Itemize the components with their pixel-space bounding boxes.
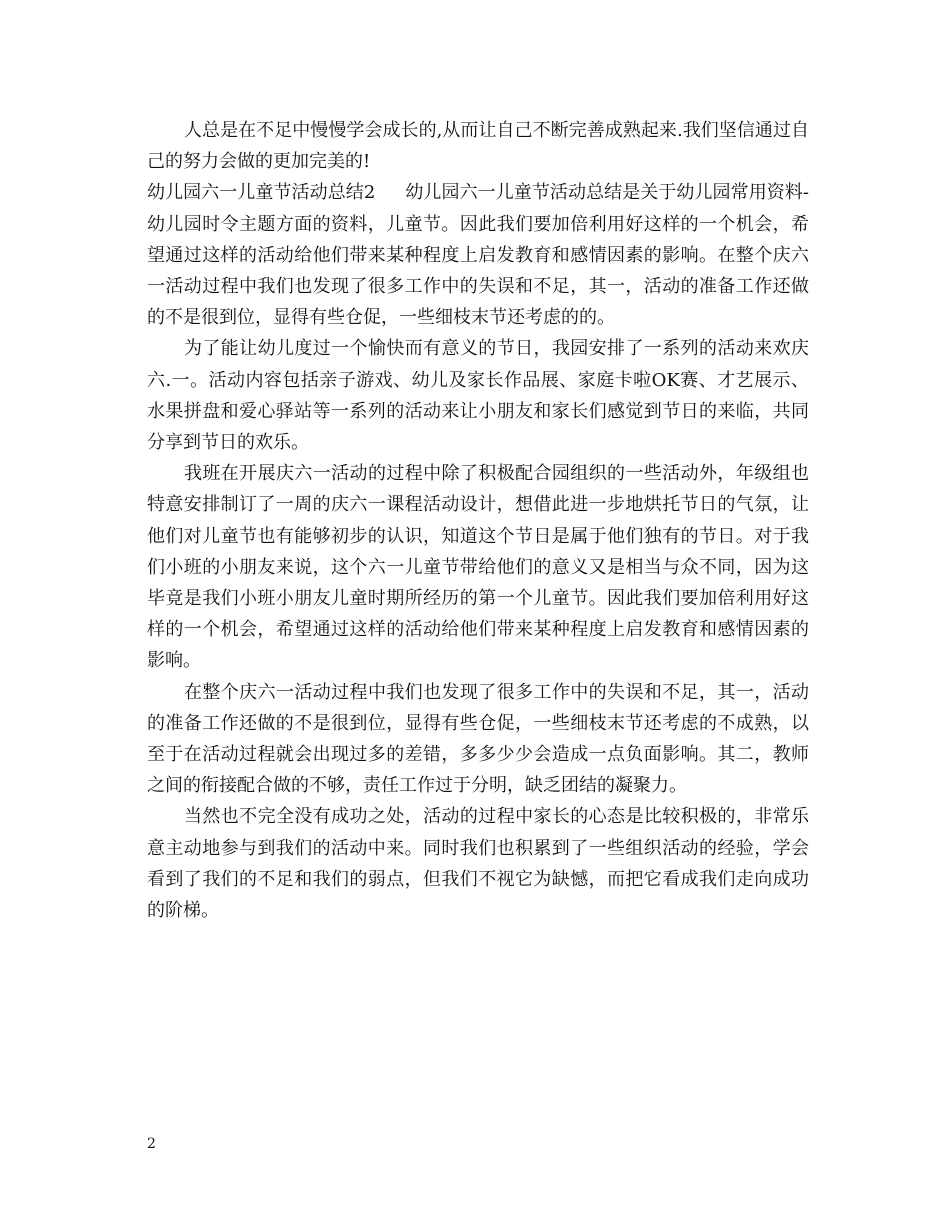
section-block: [147, 177, 809, 333]
paragraph-successes: 当然也不完全没有成功之处，活动的过程中家长的心态是比较积极的，非常乐意主动地参与到我们的活动中来。同时我们也积累到了一些组织活动的经验，学会看到了我们的不足和我们的弱点，但我们不视它为缺憾，而把它看成我们走向成功的阶梯。: [147, 806, 809, 922]
document-body: [147, 115, 809, 926]
page-number: 2: [147, 1136, 156, 1152]
paragraph-activities: 为了能让幼儿度过一个愉快而有意义的节日，我园安排了一系列的活动来欢庆六.一。活动内容包括亲子游戏、幼儿及家长作品展、家庭卡啦OK赛、才艺展示、水果拼盘和爱心驿站等一系列的活动来让小朋友和家长们感觉到节日的来临，共同分享到节日的欢乐。: [147, 338, 809, 454]
paragraph-intro: 人总是在不足中慢慢学会成长的,从而让自己不断完善成熟起来.我们坚信通过自己的努力会做的更加完美的!: [147, 120, 809, 173]
section-summary: 幼儿园六一儿童节活动总结是关于幼儿园常用资料-幼儿园时令主题方面的资料，儿童节。因此我们要加倍利用好这样的一个机会，希望通过这样的活动给他们带来某种程度上启发教育和感情因素的影响。在整个庆六一活动过程中我们也发现了很多工作中的失误和不足，其一，活动的准备工作还做的不是很到位，显得有些仓促，一些细枝末节还考虑的的。: [147, 182, 809, 329]
section-title: 幼儿园六一儿童节活动总结2: [147, 182, 376, 204]
paragraph-class-activities: 我班在开展庆六一活动的过程中除了积极配合园组织的一些活动外，年级组也特意安排制订了一周的庆六一课程活动设计，想借此进一步地烘托节日的气氛，让他们对儿童节也有能够初步的认识，知道这个节日是属于他们独有的节日。对于我们小班的小朋友来说，这个六一儿童节带给他们的意义又是相当与众不同，因为这毕竟是我们小班小朋友儿童时期所经历的第一个儿童节。因此我们要加倍利用好这样的一个机会，希望通过这样的活动给他们带来某种程度上启发教育和感情因素的影响。: [147, 463, 809, 672]
paragraph-shortcomings: 在整个庆六一活动过程中我们也发现了很多工作中的失误和不足，其一，活动的准备工作还做的不是很到位，显得有些仓促，一些细枝末节还考虑的不成熟，以至于在活动过程就会出现过多的差错，多多少少会造成一点负面影响。其二，教师之间的衔接配合做的不够，责任工作过于分明，缺乏团结的凝聚力。: [147, 681, 809, 797]
